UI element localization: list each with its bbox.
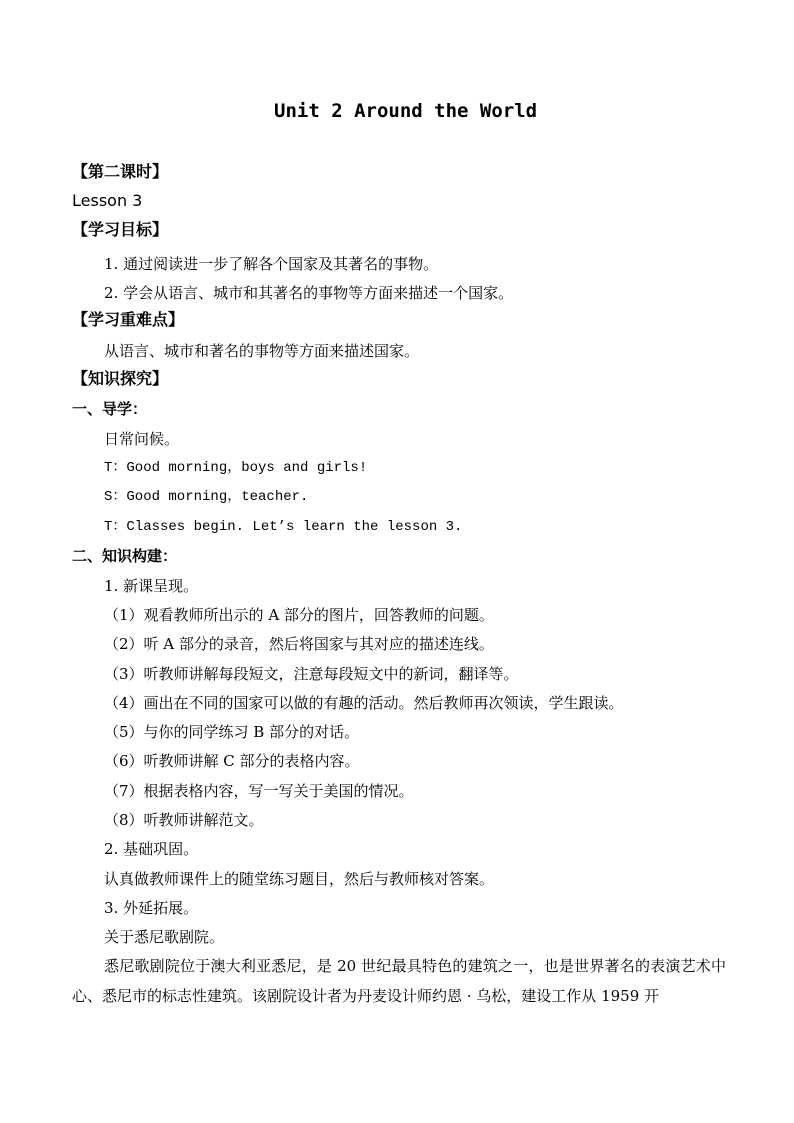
part1-heading: 一、导学： (72, 400, 148, 418)
step-item: （5）与你的同学练习 B 部分的对话。 (104, 723, 360, 741)
dialog-line: T：Classes begin. Let’s learn the lesson 3. (104, 519, 463, 535)
lesson-name: Lesson 3 (72, 191, 143, 210)
greeting-text: 日常问候。 (104, 430, 180, 448)
step2-heading: 2. 基础巩固。 (104, 840, 199, 858)
key-points-text: 从语言、城市和著名的事物等方面来描述国家。 (104, 342, 420, 360)
step-item: （6）听教师讲解 C 部分的表格内容。 (104, 752, 360, 770)
step3-title: 关于悉尼歌剧院。 (104, 928, 225, 946)
step3-heading: 3. 外延拓展。 (104, 899, 199, 917)
step-item: （8）听教师讲解范文。 (104, 811, 264, 829)
step-item: （4）画出在不同的国家可以做的有趣的活动。然后教师再次领读，学生跟读。 (104, 694, 624, 712)
step-item: （2）听 A 部分的录音，然后将国家与其对应的描述连线。 (104, 635, 494, 653)
objective-item: 2. 学会从语言、城市和其著名的事物等方面来描述一个国家。 (104, 284, 514, 302)
step1-heading: 1. 新课呈现。 (104, 577, 199, 595)
part2-heading: 二、知识构建： (72, 547, 178, 565)
step2-text: 认真做教师课件上的随堂练习题目，然后与教师核对答案。 (104, 870, 495, 888)
lesson-tag: 【第二课时】 (72, 162, 169, 181)
document-title: Unit 2 Around the World (274, 100, 538, 122)
dialog-line: S：Good morning，teacher. (104, 489, 309, 505)
step-item: （7）根据表格内容，写一写关于美国的情况。 (104, 782, 414, 800)
step-item: （1）观看教师所出示的 A 部分的图片，回答教师的问题。 (104, 606, 494, 624)
explore-heading: 【知识探究】 (72, 369, 169, 388)
step3-paragraph: 悉尼歌剧院位于澳大利亚悉尼，是 20 世纪最具特色的建筑之一，也是世界著名的表演艺术中心、悉尼市的标志性建筑。该剧院设计者为丹麦设计师约恩 · 乌松，建设工作从 1959 开 (72, 957, 726, 1005)
key-points-heading: 【学习重难点】 (72, 310, 185, 329)
objective-item: 1. 通过阅读进一步了解各个国家及其著名的事物。 (104, 255, 439, 273)
objectives-heading: 【学习目标】 (72, 220, 169, 239)
step-item: （3）听教师讲解每段短文，注意每段短文中的新词，翻译等。 (104, 665, 519, 683)
dialog-line: T：Good morning，boys and girls! (104, 460, 368, 476)
